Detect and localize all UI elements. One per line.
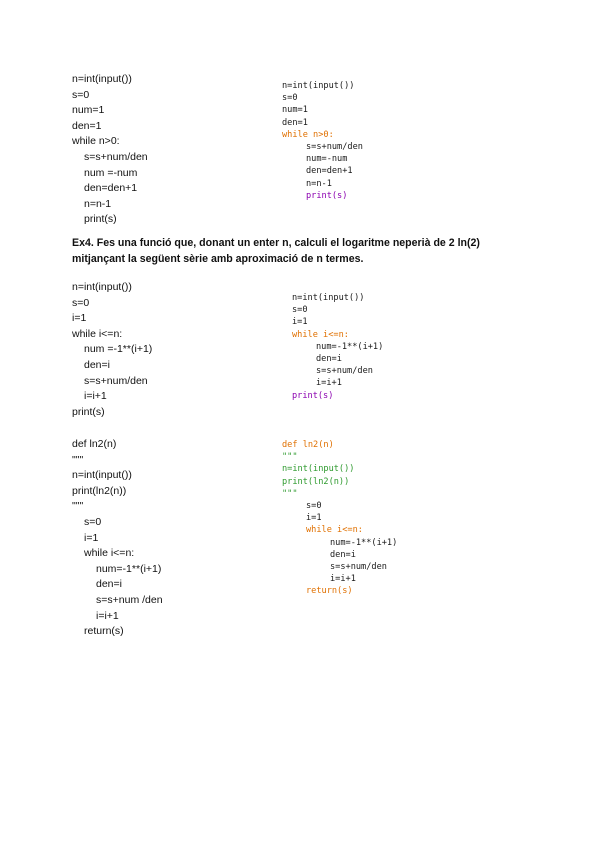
plain-line: print(s): [72, 405, 105, 418]
plain-line: while i<=n:: [84, 547, 135, 560]
code-line: den=1: [282, 117, 308, 128]
plain-line: num=-1**(i+1): [96, 562, 162, 575]
code-line: s=s+num/den: [330, 562, 387, 573]
plain-line: den=i: [84, 358, 110, 371]
plain-line: den=i: [96, 578, 122, 591]
code-line-string: """: [282, 452, 298, 463]
code-line: den=i: [316, 354, 342, 365]
plain-code-block-3: [72, 437, 163, 640]
code-image-block-2: [292, 292, 383, 402]
code-line-keyword: return(s): [306, 586, 353, 597]
plain-code-block-1: [72, 72, 148, 228]
plain-line: i=i+1: [96, 609, 119, 622]
plain-line: while n>0:: [72, 135, 120, 148]
plain-line: n=int(input()): [72, 73, 132, 85]
plain-line: s=0: [84, 515, 102, 528]
code-image-block-1: [282, 80, 363, 202]
plain-line: n=n-1: [84, 197, 112, 210]
code-line: s=0: [292, 305, 308, 316]
plain-line: i=1: [84, 531, 99, 544]
code-line: num=-num: [306, 154, 348, 165]
plain-line: """: [72, 500, 84, 513]
plain-line: n=int(input()): [72, 281, 132, 293]
plain-line: s=0: [72, 296, 90, 309]
plain-code-block-2: [72, 280, 152, 420]
plain-line: num=1: [72, 104, 105, 117]
plain-line: s=s+num/den: [84, 374, 148, 387]
plain-line: """: [72, 453, 84, 466]
code-line: n=int(input()): [292, 293, 365, 303]
code-line: num=1: [282, 105, 308, 116]
code-line: s=0: [282, 93, 298, 104]
code-line: i=i+1: [316, 378, 342, 389]
plain-line: s=s+num /den: [96, 593, 163, 606]
plain-line: den=den+1: [84, 182, 138, 195]
code-line: n=int(input()): [282, 81, 355, 91]
code-image-block-3: [282, 439, 397, 598]
code-line-keyword: while i<=n:: [292, 329, 349, 340]
code-line-builtin: print(s): [306, 190, 348, 201]
plain-line: print(s): [84, 213, 117, 226]
code-line: n=n-1: [306, 178, 332, 189]
plain-line: den=1: [72, 119, 102, 132]
code-line-keyword: def ln2(n): [282, 440, 334, 450]
plain-line: n=int(input()): [72, 469, 132, 482]
plain-line: i=i+1: [84, 390, 107, 403]
exercise-heading: [72, 236, 542, 267]
code-line: i=i+1: [330, 574, 356, 585]
code-line-builtin: print(s): [292, 390, 334, 401]
code-line: den=den+1: [306, 166, 353, 177]
code-line-string: """: [282, 488, 298, 499]
code-line: den=i: [330, 549, 356, 560]
plain-line: return(s): [84, 625, 124, 638]
code-line: i=1: [292, 317, 308, 328]
plain-line: s=0: [72, 88, 90, 101]
code-line: num=-1**(i+1): [316, 341, 384, 352]
plain-line: s=s+num/den: [84, 150, 148, 163]
plain-line: num =-num: [84, 166, 138, 179]
code-line: num=-1**(i+1): [330, 537, 398, 548]
code-line-keyword: while n>0:: [282, 129, 334, 140]
plain-line: while i<=n:: [72, 327, 123, 340]
plain-line: i=1: [72, 312, 87, 325]
code-line: s=0: [306, 501, 322, 512]
code-line: s=s+num/den: [316, 366, 373, 377]
heading-line-1: Ex4. Fes una funció que, donant un enter n, calculi el logaritme neperià de 2 ln(2): [72, 237, 480, 249]
code-line: s=s+num/den: [306, 142, 363, 153]
heading-line-2: mitjançant la següent sèrie amb aproximació de n termes.: [72, 252, 364, 265]
code-line-keyword: while i<=n:: [306, 525, 363, 536]
code-line-string: n=int(input()): [282, 464, 355, 475]
code-line-string: print(ln2(n)): [282, 476, 350, 487]
plain-line: num =-1**(i+1): [84, 343, 153, 356]
plain-line: def ln2(n): [72, 438, 117, 450]
code-line: i=1: [306, 513, 322, 524]
plain-line: print(ln2(n)): [72, 484, 127, 497]
